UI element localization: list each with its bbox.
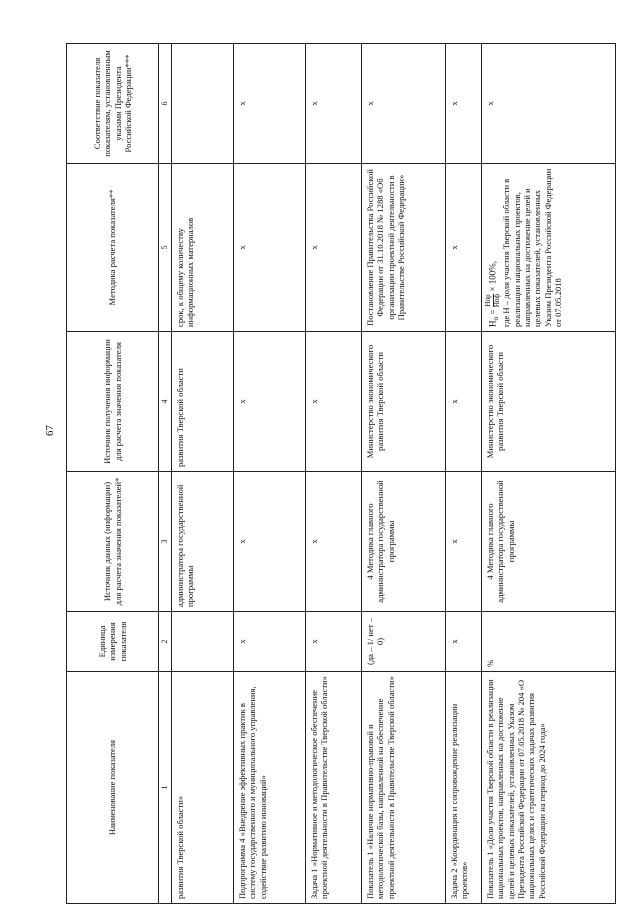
table-row [306,44,362,904]
info-source-cell: x [446,332,482,472]
header-unit: Единица измерения показателя [67,612,159,672]
column-number: 5 [159,164,172,332]
formula-tail: × 100%, [487,261,498,292]
indicator-name: Задача 2 «Координация и сопровождение реализации проектов» [446,672,482,904]
column-number-row [159,44,172,904]
column-number: 1 [159,672,172,904]
data-source-cell: администратора государственной программы [172,472,234,612]
indicator-name: Показатель 1 «Доля участия Тверской области в реализации национальных проектов, направленных на достижение целей и целевых показателей, установленных Указом Президента Российской Федерации от 07.05.2018 № 204 «О национальных целях и стратегических задачах развития Российской Федерации на период до 2024 года» [482,672,616,904]
table-row [234,44,306,904]
table-row [482,44,616,904]
data-source-cell: x [306,472,362,612]
unit-cell [172,612,234,672]
formula-lhs: Н [487,320,498,327]
unit-cell: x [306,612,362,672]
unit-cell: x [446,612,482,672]
column-number: 6 [159,44,172,164]
info-source-cell: x [306,332,362,472]
data-source-cell: 4 Методика главного администратора государственной программы [362,472,446,612]
formula-numerator: Нпр [484,294,492,307]
formula-denominator: Нпф [492,293,501,308]
method-cell [482,164,616,332]
column-number: 3 [159,472,172,612]
table-row [172,44,234,904]
method-cell: x [234,164,306,332]
data-source-cell: 4 Методика главного администратора государственной программы [482,472,616,612]
table-row [446,44,482,904]
method-formula: $Н_о$ = Нпр Нпф × 100%, [484,261,501,327]
column-number: 4 [159,332,172,472]
indicator-name: Задача 1 «Нормативное и методологическое обеспечение проектной деятельности в Правительстве Тверской области» [306,672,362,904]
column-number: 2 [159,612,172,672]
method-cell: Постановление Правительства Российской Федерации от 31.10.2018 № 1288 «Об организации проектной деятельности в Правительстве Российской Федерации» [362,164,446,332]
method-cell: x [306,164,362,332]
method-text: где Н – доля участия Тверской области в реализации национальных проектов, направленных на достижение целей и целевых показателей, установленных Указом Президента Российской Федерации от 07.05.2018 [501,168,563,327]
decree-cell [172,44,234,164]
method-cell: срок, к общему количеству информационных материалов [172,164,234,332]
formula-lhs-sub: о [491,316,501,321]
header-method: Методика расчета показателя** [67,164,159,332]
indicator-table-rotated [66,44,616,904]
header-row [67,44,159,904]
header-name: Наименование показателя [67,672,159,904]
decree-cell: x [306,44,362,164]
data-source-cell: x [234,472,306,612]
table-row [362,44,446,904]
info-source-cell: Министерство экономического развития Тверской области [362,332,446,472]
data-source-cell: x [446,472,482,612]
indicator-name: Показатель 1 «Наличие нормативно-правовой и методологической базы, направленной на обеспечение проектной деятельности в Правительстве Тверской области» [362,672,446,904]
header-decree: Соответствие показателя показателям, установленным указами Президента Российской Федерации*** [67,44,159,164]
unit-cell: (да – 1/ нет – 0) [362,612,446,672]
indicator-name: развития Тверской области» [172,672,234,904]
decree-cell: x [482,44,616,164]
decree-cell: x [362,44,446,164]
header-info-source: Источник получения информации для расчета значения показателя [67,332,159,472]
decree-cell: x [446,44,482,164]
info-source-cell: x [234,332,306,472]
decree-cell: x [234,44,306,164]
method-cell: x [446,164,482,332]
info-source-cell: Министерство экономического развития Тверской области [482,332,616,472]
indicator-table [66,43,616,904]
info-source-cell: развития Тверской области [172,332,234,472]
unit-cell: % [482,612,616,672]
page-number: 67 [44,425,56,436]
formula-fraction [485,294,501,307]
header-data-source: Источник данных (информации) для расчета значения показателей* [67,472,159,612]
unit-cell: x [234,612,306,672]
indicator-name: Подпрограмма 4 «Внедрение эффективных практик в систему государственного и муниципального управления, содействие развитию инноваций» [234,672,306,904]
